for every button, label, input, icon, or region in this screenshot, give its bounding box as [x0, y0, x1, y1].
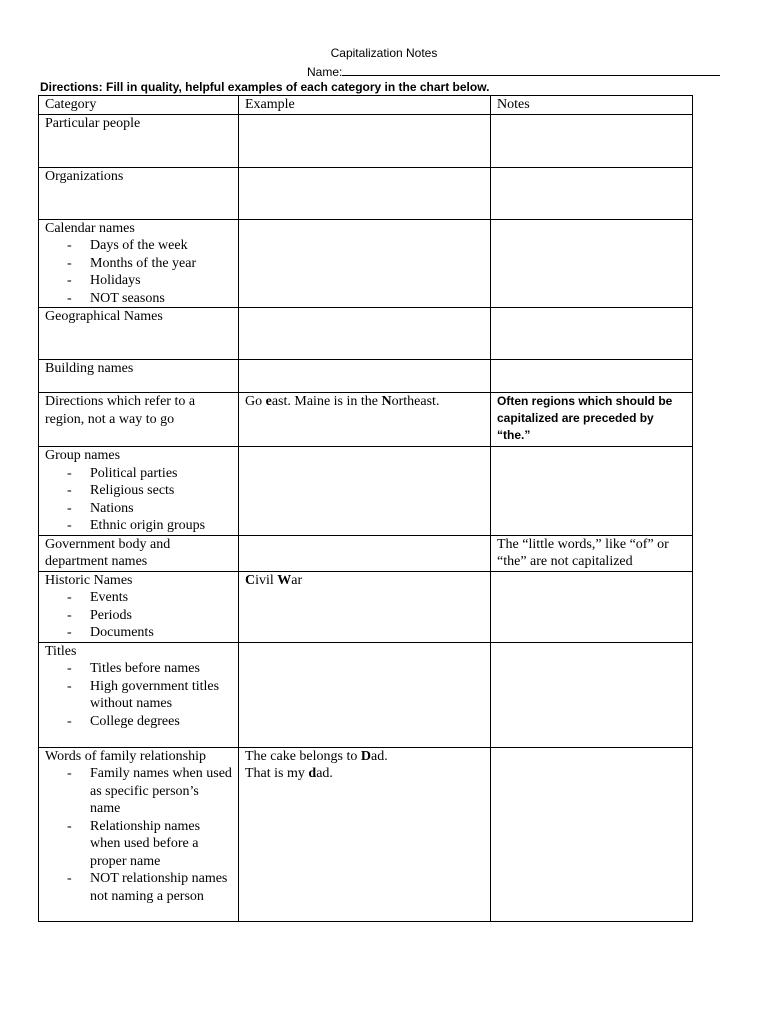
category-label: Historic Names	[45, 572, 133, 588]
subcategory-item: - Days of the week	[45, 237, 232, 255]
note-text: The “little words,” like “of” or “the” are not capitalized	[497, 536, 669, 569]
example-cell[interactable]	[239, 219, 491, 308]
notes-cell[interactable]	[491, 219, 693, 308]
example-text: Go	[245, 394, 266, 409]
subcategory-item: - Nations	[45, 500, 232, 518]
category-cell	[39, 360, 239, 393]
subcategory-item: - College degrees	[45, 713, 232, 731]
example-text: That is my	[245, 766, 309, 781]
subcategory-item: - NOT seasons	[45, 290, 232, 308]
subcategory-list	[45, 237, 232, 307]
example-cell[interactable]	[239, 114, 491, 167]
notes-cell[interactable]	[491, 114, 693, 167]
notes-cell[interactable]	[491, 308, 693, 360]
subcategory-item: - Events	[45, 589, 232, 607]
table-row	[39, 535, 693, 571]
notes-cell[interactable]	[491, 447, 693, 536]
category-label: Geographical Names	[45, 309, 163, 324]
subcategory-item: - Months of the year	[45, 255, 232, 273]
subcategory-item: - NOT relationship names not naming a person	[45, 870, 232, 905]
example-text: ivil	[255, 572, 278, 588]
notes-cell[interactable]	[491, 360, 693, 393]
example-capital: D	[360, 748, 371, 764]
example-cell[interactable]	[239, 393, 491, 447]
category-cell	[39, 747, 239, 921]
category-label: Organizations	[45, 168, 124, 184]
example-text: ast. Maine is in the	[271, 394, 382, 409]
example-text: ad.	[370, 748, 388, 764]
subcategory-list	[45, 660, 232, 730]
subcategory-item: - Religious sects	[45, 482, 232, 500]
subcategory-item: - Relationship names when used before a proper name	[45, 818, 232, 871]
header-row	[39, 96, 693, 115]
category-label: Titles	[45, 643, 77, 659]
category-label: Particular people	[45, 115, 141, 131]
page-title: Capitalization Notes	[330, 46, 438, 60]
table-row	[39, 308, 693, 360]
table-row	[39, 114, 693, 167]
notes-cell[interactable]	[491, 642, 693, 747]
table-row	[39, 393, 693, 447]
example-cell[interactable]	[239, 308, 491, 360]
example-line	[245, 748, 484, 766]
table-row	[39, 219, 693, 308]
subcategory-item: - Titles before names	[45, 660, 232, 678]
example-capital: N	[381, 394, 392, 409]
notes-cell[interactable]	[491, 747, 693, 921]
category-cell	[39, 219, 239, 308]
category-cell	[39, 447, 239, 536]
subcategory-item: - Family names when used as specific person’s name	[45, 765, 232, 818]
category-cell	[39, 535, 239, 571]
example-text: ad.	[316, 766, 333, 781]
table-row	[39, 447, 693, 536]
category-label: Building names	[45, 361, 134, 376]
category-label: Calendar names	[45, 220, 135, 236]
category-cell	[39, 571, 239, 642]
subcategory-item: - High government titles without names	[45, 678, 232, 713]
example-cell[interactable]	[239, 535, 491, 571]
directions-text: Directions: Fill in quality, helpful examples of each category in the chart below.	[40, 80, 490, 94]
example-text: ar	[291, 572, 303, 588]
example-cell[interactable]	[239, 167, 491, 219]
example-cell[interactable]	[239, 571, 491, 642]
table-row	[39, 747, 693, 921]
example-cell[interactable]	[239, 447, 491, 536]
subcategory-list	[45, 465, 232, 535]
table-row	[39, 642, 693, 747]
name-blank-line[interactable]	[342, 63, 720, 76]
category-label: Government body and department names	[45, 536, 171, 569]
subcategory-list	[45, 765, 232, 905]
example-lowercase: d	[308, 766, 317, 781]
table-row	[39, 571, 693, 642]
example-cell[interactable]	[239, 360, 491, 393]
capitalization-chart	[38, 95, 693, 922]
category-cell	[39, 167, 239, 219]
example-capital: W	[277, 572, 292, 588]
notes-cell[interactable]	[491, 535, 693, 571]
subcategory-item: - Ethnic origin groups	[45, 517, 232, 535]
example-line	[245, 765, 484, 783]
header-example: Example	[239, 96, 491, 115]
notes-cell[interactable]	[491, 167, 693, 219]
category-cell	[39, 308, 239, 360]
note-text: Often regions which should be capitalized are preceded by “the.”	[497, 394, 673, 442]
header-category: Category	[39, 96, 239, 115]
notes-cell[interactable]	[491, 393, 693, 447]
subcategory-item: - Holidays	[45, 272, 232, 290]
category-label: Group names	[45, 448, 121, 463]
name-field[interactable]	[307, 63, 737, 79]
category-cell	[39, 114, 239, 167]
example-capital: C	[245, 572, 256, 588]
example-text: The cake belongs to	[245, 748, 361, 764]
example-text: ortheast.	[391, 394, 440, 409]
header-notes: Notes	[491, 96, 693, 115]
example-cell[interactable]	[239, 642, 491, 747]
subcategory-item: - Periods	[45, 607, 232, 625]
category-label: Directions which refer to a region, not a way to go	[45, 394, 196, 427]
table-row	[39, 360, 693, 393]
subcategory-list	[45, 589, 232, 642]
example-cell[interactable]	[239, 747, 491, 921]
notes-cell[interactable]	[491, 571, 693, 642]
name-label: Name:	[307, 65, 343, 79]
category-cell	[39, 393, 239, 447]
table-row	[39, 167, 693, 219]
subcategory-item: - Documents	[45, 624, 232, 642]
category-label: Words of family relationship	[45, 748, 207, 764]
category-cell	[39, 642, 239, 747]
example-capital: e	[265, 394, 272, 409]
subcategory-item: - Political parties	[45, 465, 232, 483]
